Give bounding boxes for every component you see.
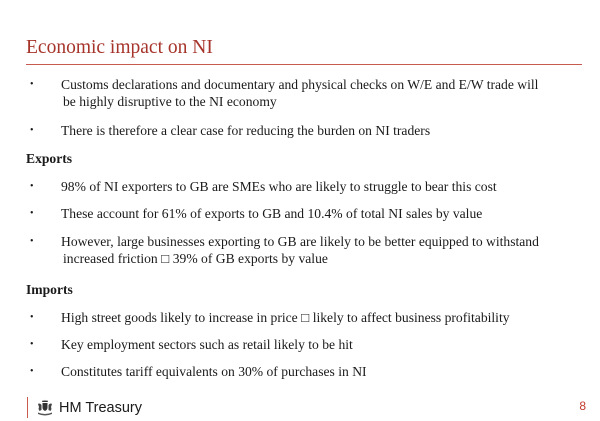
title-divider: [26, 64, 582, 65]
royal-coat-of-arms-icon: [36, 399, 54, 416]
bullet-marker: •: [30, 236, 34, 247]
bullet-text: High street goods likely to increase in price □ likely to affect business profitability: [61, 310, 510, 325]
bullet-marker: •: [30, 339, 34, 350]
bullet-marker: •: [30, 208, 34, 219]
page-number: 8: [579, 399, 586, 413]
bullet-text: Key employment sectors such as retail likely to be hit: [61, 337, 353, 352]
bullet-marker: •: [30, 181, 34, 192]
bullet-text: Customs declarations and documentary and physical checks on W/E and E/W trade will: [61, 77, 539, 92]
bullet-text: There is therefore a clear case for reducing the burden on NI traders: [61, 123, 431, 138]
bullet-text-continued: increased friction □ 39% of GB exports by value: [63, 251, 328, 266]
footer-divider: [27, 397, 28, 418]
bullet-text: 98% of NI exporters to GB are SMEs who are likely to struggle to bear this cost: [61, 179, 497, 194]
bullet-text-continued: be highly disruptive to the NI economy: [63, 94, 277, 109]
bullet-marker: •: [30, 79, 34, 90]
section-heading-exports: Exports: [26, 151, 73, 166]
section-heading-imports: Imports: [26, 282, 73, 297]
bullet-text: Constitutes tariff equivalents on 30% of purchases in NI: [61, 364, 367, 379]
bullet-text: However, large businesses exporting to GB are likely to be better equipped to withstand: [61, 234, 539, 249]
bullet-marker: •: [30, 312, 34, 323]
slide-title: Economic impact on NI: [26, 37, 213, 58]
brand-name: HM Treasury: [59, 400, 142, 416]
bullet-text: These account for 61% of exports to GB and 10.4% of total NI sales by value: [61, 206, 483, 221]
bullet-marker: •: [30, 125, 34, 136]
bullet-marker: •: [30, 366, 34, 377]
